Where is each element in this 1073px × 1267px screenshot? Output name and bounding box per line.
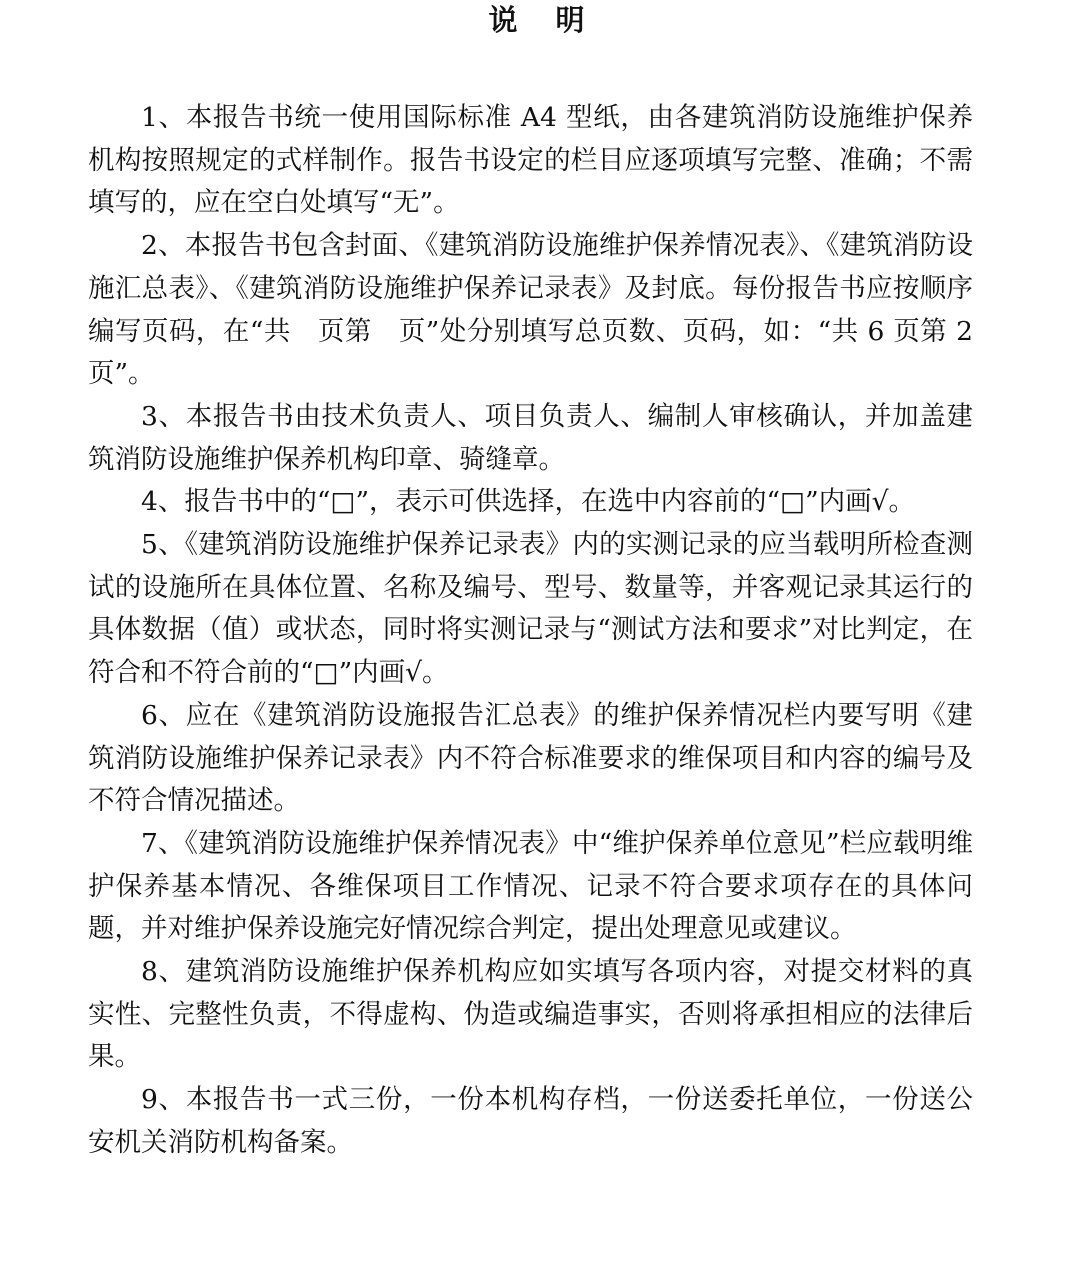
instruction-paragraph-8: 8、建筑消防设施维护保养机构应如实填写各项内容，对提交材料的真实性、完整性负责，不得虚构、伪造或编造事实，否则将承担相应的法律后果。 xyxy=(88,956,973,1073)
instruction-paragraph-6: 6、应在《建筑消防设施报告汇总表》的维护保养情况栏内要写明《建筑消防设施维护保养记录表》内不符合标准要求的维保项目和内容的编号及不符合情况描述。 xyxy=(88,699,973,817)
instruction-paragraph-2: 2、本报告书包含封面、《建筑消防设施维护保养情况表》、《建筑消防设施汇总表》、《建筑消防设施维护保养记录表》及封底。每份报告书应按顺序编写页码，在“共 页第 页”处分别填写总页数、页码，如：“共 6 页第 2 页”。 xyxy=(88,230,973,390)
instruction-paragraph-5: 5、《建筑消防设施维护保养记录表》内的实测记录的应当载明所检查测试的设施所在具体位置、名称及编号、型号、数量等，并客观记录其运行的具体数据（值）或状态，同时将实测记录与“测试方法和要求”对比判定，在符合和不符合前的“□”内画√。 xyxy=(88,529,973,689)
instruction-paragraph-7: 7、《建筑消防设施维护保养情况表》中“维护保养单位意见”栏应载明维护保养基本情况、各维保项目工作情况、记录不符合要求项存在的具体问题，并对维护保养设施完好情况综合判定，提出处理意见或建议。 xyxy=(88,827,973,945)
title-char-2: 明 xyxy=(555,3,585,37)
instructions-body xyxy=(88,97,973,1165)
instruction-paragraph-1: 1、本报告书统一使用国际标准 A4 型纸，由各建筑消防设施维护保养机构按照规定的式样制作。报告书设定的栏目应逐项填写完整、准确；不需填写的，应在空白处填写“无”。 xyxy=(88,102,973,219)
instruction-paragraph-3: 3、本报告书由技术负责人、项目负责人、编制人审核确认，并加盖建筑消防设施维护保养机构印章、骑缝章。 xyxy=(88,400,973,475)
page-title xyxy=(0,2,1073,38)
instruction-paragraph-9: 9、本报告书一式三份，一份本机构存档，一份送委托单位，一份送公安机关消防机构备案。 xyxy=(88,1084,973,1158)
title-char-1: 说 xyxy=(488,3,518,37)
instruction-paragraph-4: 4、报告书中的“□”，表示可供选择，在选中内容前的“□”内画√。 xyxy=(141,486,916,518)
